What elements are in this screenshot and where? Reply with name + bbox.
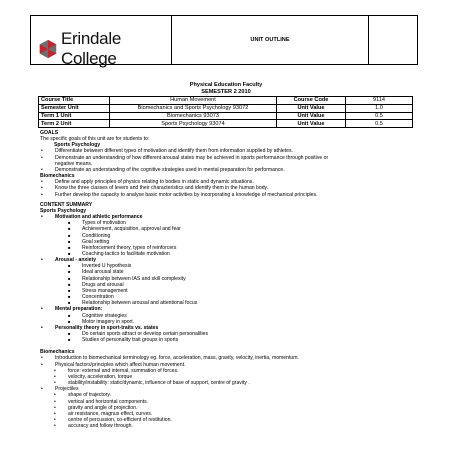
list-item-continuation: negative means.	[55, 160, 93, 167]
faculty-title: Physical Education Faculty	[189, 82, 263, 88]
logo-text: Erindale College	[61, 29, 121, 68]
goals-bio-heading: Biomechanics	[40, 173, 75, 180]
cs-sp-heading: Sports Psychology	[40, 207, 87, 214]
blank-cell	[369, 16, 418, 65]
unit-content	[40, 130, 420, 429]
list-item: ■ Reinforcement theory, types of reinforcers	[68, 244, 177, 251]
college-emblem-icon	[37, 37, 59, 61]
list-item: • Define and apply principles of physics relating to bodies in static and dynamic situations.	[41, 179, 254, 186]
college-logo	[37, 29, 171, 69]
goals-heading: GOALS	[40, 130, 59, 136]
list-item: ■ Conditioning	[68, 232, 111, 239]
header-box	[30, 15, 418, 68]
list-item: ■ Achievement, acquisition, approval and fear	[68, 226, 181, 233]
list-item: ■ Coaching tactics to facilitate motivation	[68, 250, 170, 257]
table-row	[39, 97, 413, 105]
logo-cell	[31, 16, 172, 68]
list-item: ■ Ideal arousal state	[68, 269, 124, 276]
list-item: • Introduction to biomechanical terminology eg. force, acceleration, mass, gravity, velocity, inertia, momentum.	[41, 355, 299, 362]
course-info-table	[38, 96, 413, 128]
list-item: ■ Motor imagery in sport.	[68, 318, 135, 325]
content-summary-heading: CONTENT SUMMARY	[40, 201, 93, 208]
list-item: • Know the three classes of levers and their characteristics and identify them in the human body.	[41, 185, 269, 192]
table-row	[39, 112, 413, 120]
list-item: ■ Studies of personality trait groups in sports	[68, 337, 179, 344]
table-cell: Course Title	[39, 97, 110, 105]
list-item: • Projectiles	[41, 386, 79, 393]
table-cell: Unit Value	[277, 104, 346, 112]
goals-sp-heading: Sports Psychology	[54, 142, 101, 149]
list-item: ■ Relationship between arousal and attentional focus	[68, 300, 198, 307]
table-cell: Biomechanics and Sports Psychology 93072	[110, 104, 277, 112]
list-item: • stability/instability: static/dynamic, influence of base of support, centre of gravity .	[54, 380, 250, 387]
list-item: • Demonstrate an understanding of how different arousal states may be achieved in sports performance through positive or	[41, 154, 329, 161]
list-item: • shape of trajectory.	[54, 392, 111, 399]
list-item: • Physical factors/principles which affect human movement.	[41, 361, 186, 368]
goals-intro: The specific goals of this unit are for students to:	[40, 136, 150, 143]
table-cell: Biomechanics 93073	[110, 112, 277, 120]
list-item: • force: external and internal, summation of forces.	[54, 367, 179, 374]
list-item: • accuracy and follow through.	[54, 423, 133, 430]
list-item: ■ Do certain sports attract or develop certain personalities	[68, 331, 208, 337]
section-heading: • Arousal - anxiety	[41, 257, 97, 264]
table-cell: 9114	[346, 97, 413, 105]
list-item: • Further develop the capacity to analyse basic motor activities by incorporating a knowledge of mechanical principles.	[41, 191, 318, 198]
list-item: ■ Goal setting	[68, 238, 110, 245]
semester-title: SEMESTER 2 2010	[201, 89, 251, 95]
list-item: • vertical and horizontal components.	[54, 398, 149, 405]
table-cell: 0.5	[346, 112, 413, 120]
list-item: ■ Drugs and arousal	[68, 281, 124, 288]
section-heading: • Mental preparation:	[41, 306, 103, 313]
table-cell: Course Code	[277, 97, 346, 105]
list-item: • centre of percussion, co-efficient of restitution.	[54, 417, 172, 424]
table-cell: Term 2 Unit	[39, 120, 110, 128]
table-cell: Sports Psychology 93074	[110, 120, 277, 128]
list-item: ■ Stress management	[68, 287, 128, 294]
list-item: • gravity and angle of projection.	[54, 404, 138, 411]
list-item: ■ Relationship between IAS and skill complexity	[68, 275, 186, 282]
list-item: ■ Types of motivation	[68, 220, 126, 227]
section-heading: • Motivation and athletic performance	[41, 214, 143, 221]
list-item: ■ Cognitive strategies	[68, 312, 127, 319]
table-cell: Unit Value	[277, 120, 346, 128]
list-item: ■ Inverted U hypothesis	[68, 263, 132, 270]
cs-bio-heading: Biomechanics	[40, 349, 75, 356]
list-item: • Differentiate between different types of motivation and identify them from information supplied by athletes.	[41, 148, 293, 155]
list-item: • Demonstrate an understanding of the cognitive strategies used in mental preparation for performance.	[41, 166, 285, 173]
table-cell: 1.0	[346, 104, 413, 112]
unit-outline-title: UNIT OUTLINE	[172, 16, 369, 65]
list-item: • air resistance, magnus effect, curves.	[54, 410, 153, 417]
table-cell: Unit Value	[277, 112, 346, 120]
table-row	[39, 104, 413, 112]
section-heading: • Personality theory in sport-traits vs. states	[41, 324, 159, 331]
table-cell: Semester Unit	[39, 104, 110, 112]
table-cell: Term 1 Unit	[39, 112, 110, 120]
table-cell: 0.5	[346, 120, 413, 128]
table-cell: Human Movement	[110, 97, 277, 105]
table-row	[39, 120, 413, 128]
list-item: ■ Concentration	[68, 294, 114, 301]
list-item: • velocity, acceleration, torque	[54, 373, 133, 380]
